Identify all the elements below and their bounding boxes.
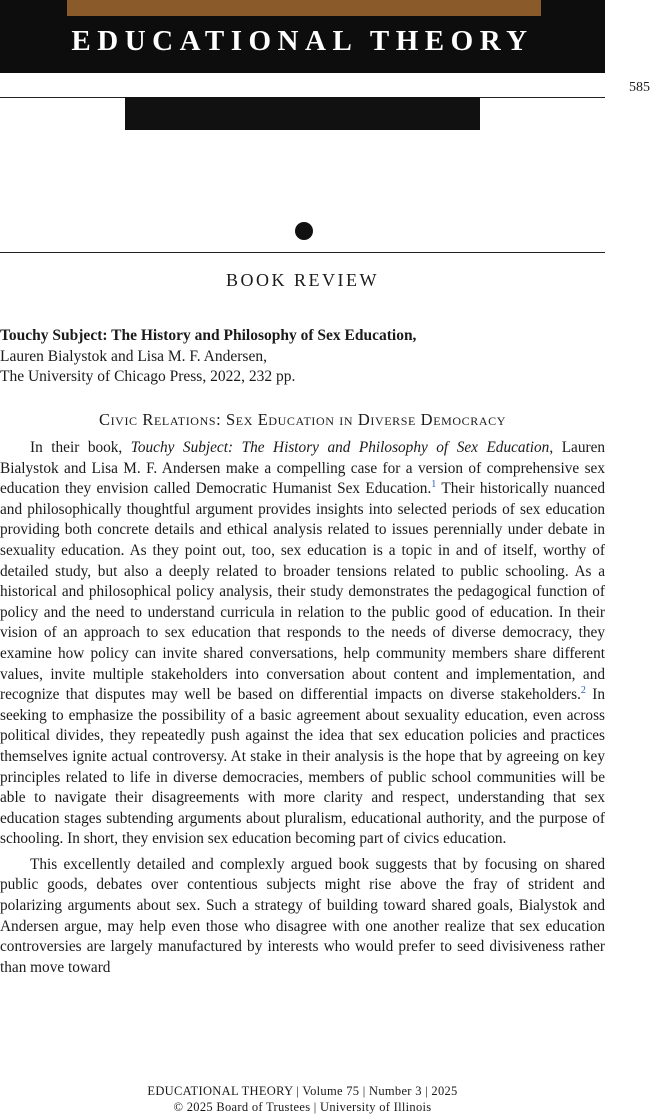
- p1-text-a: In their book,: [30, 439, 131, 456]
- page-number: 585: [629, 80, 650, 95]
- section-label: BOOK REVIEW: [226, 270, 379, 290]
- footer-journal-info: EDUCATIONAL THEORY | Volume 75 | Number 3 | 2025: [147, 1084, 458, 1098]
- p1-text-b: , Lauren Bialystok and Lisa M. F. Andersen make a compelling case for a version of comprehensive sex education they envision called Democratic Humanist Sex Education.: [0, 439, 606, 498]
- book-authors: Lauren Bialystok and Lisa M. F. Andersen,: [0, 347, 267, 365]
- page-footer: [0, 1083, 605, 1115]
- header-bar: [125, 97, 480, 130]
- p1-text-c: Their historically nuanced and philosophically thoughtful argument provides insights into selected periods of sex education providing both concrete details and ethical analysis related to issues perennially under debate in sexuality education. As they point out, too, sex education is a topic in and of itself, worthy of detailed study, but also a deeply related to broader tensions related to public schooling. As a historical and philosophical policy analysis, their study demonstrates the pedagogical function of policy and the need to understand curricula in relation to the public good of education. In their vision of an approach to sex education that responds to the needs of diverse democracy, they examine how policy can invite shared conversations, help community members share different values, invite multiple stakeholders into conversation about content and implementation, and recognize that disputes may well be based on differential impacts on diverse stakeholders.: [0, 480, 605, 704]
- review-heading: Civic Relations: Sex Education in Diverse Democracy: [98, 410, 507, 429]
- footnote-ref-2[interactable]: 2: [580, 685, 586, 697]
- paragraph-1: [0, 438, 605, 850]
- masthead-stripe: [67, 0, 541, 16]
- review-body: [0, 438, 605, 983]
- journal-title: EDUCATIONAL THEORY: [71, 25, 534, 57]
- footnote-ref-1[interactable]: 1: [431, 479, 437, 491]
- p1-text-d: In seeking to emphasize the possibility of a basic agreement about sexuality education, even across political divides, they repeatedly push against the idea that sex education policies and practices themselves ignite actual controversy. At stake in their analysis is the hope that by agreeing on key principles related to life in diverse democracies, members of public school communities will be able to navigate their disagreements with more clarity and respect, understanding that sex education stages subtending arguments about pluralism, educational authority, and the purpose of schooling. In short, they envision sex education becoming part of civics education.: [0, 686, 605, 848]
- footer-copyright: © 2025 Board of Trustees | University of Illinois: [173, 1100, 432, 1114]
- bullet-ornament: [295, 222, 313, 240]
- book-publisher: The University of Chicago Press, 2022, 232 pp.: [0, 368, 296, 385]
- section-rule: [0, 252, 605, 253]
- book-title: Touchy Subject: The History and Philosophy of Sex Education,: [0, 327, 417, 344]
- book-citation: [0, 326, 605, 388]
- p1-book-title: Touchy Subject: The History and Philosophy of Sex Education: [130, 439, 550, 456]
- paragraph-2: This excellently detailed and complexly argued book suggests that by focusing on shared public goods, debates over contentious subjects might rise above the fray of strident and polarizing arguments about sex. Such a strategy of building toward shared goals, Bialystok and Andersen argue, may help even those who disagree with one another realize that sex education controversies are largely manufactured by interests who would prefer to seed divisiveness rather than move toward: [0, 855, 605, 976]
- journal-masthead: [0, 0, 605, 73]
